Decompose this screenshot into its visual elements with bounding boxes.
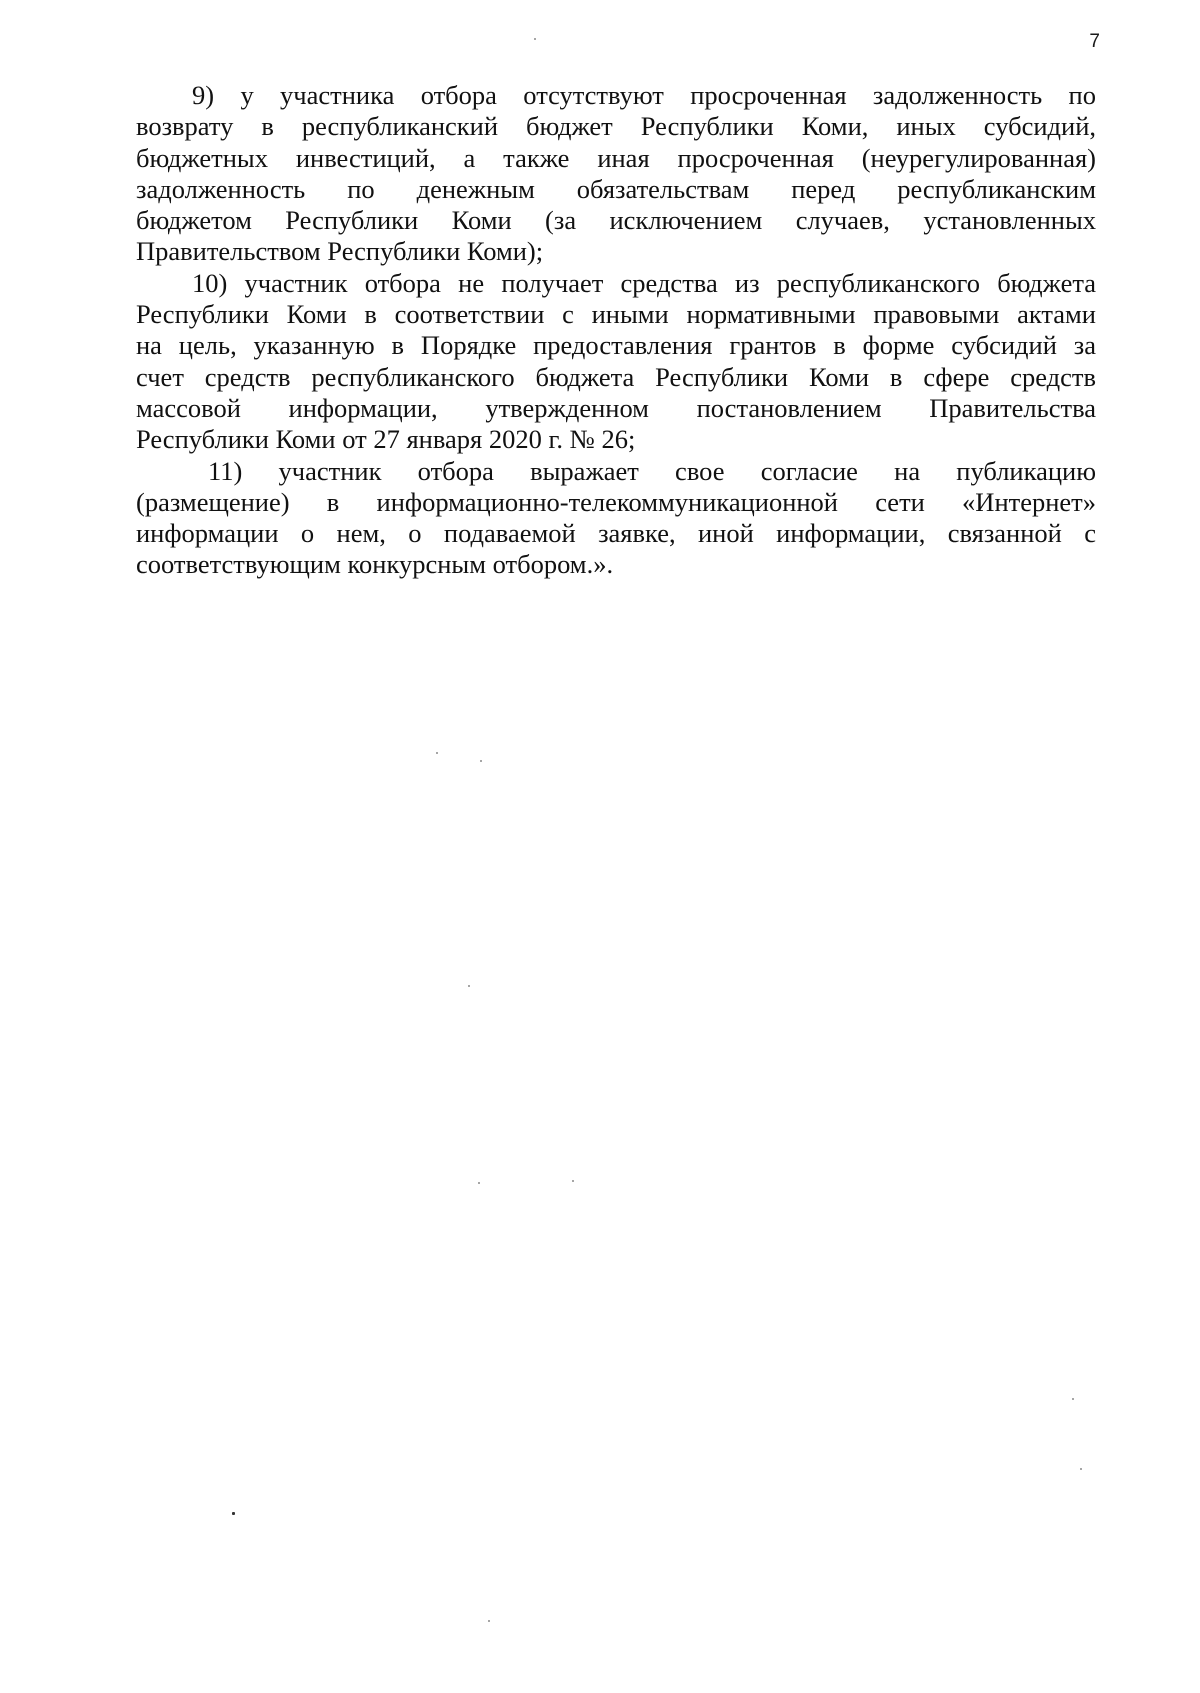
scan-speck <box>1080 1468 1082 1470</box>
page-number: 7 <box>1089 31 1100 52</box>
scan-speck <box>534 38 536 40</box>
text-line: 11) участник отбора выражает свое согласие на публикацию <box>208 455 1096 486</box>
text-line: (размещение) в информационно-телекоммуникационной сети «Интернет» <box>136 486 1096 517</box>
text-line: задолженность по денежным обязательствам перед республиканским <box>136 173 1096 204</box>
text-line: Республики Коми от 27 января 2020 г. № 26; <box>136 424 636 455</box>
text-line: бюджетом Республики Коми (за исключением случаев, установленных <box>136 205 1096 236</box>
scan-speck <box>468 985 470 987</box>
scan-speck <box>478 1182 480 1184</box>
text-line: массовой информации, утвержденном постановлением Правительства <box>136 392 1096 423</box>
scan-speck <box>436 752 438 754</box>
text-line: Правительством Республики Коми); <box>136 236 544 267</box>
text-line: Республики Коми в соответствии с иными нормативными правовыми актами <box>136 299 1096 330</box>
scan-speck <box>232 1512 235 1515</box>
text-line: 10) участник отбора не получает средства из республиканского бюджета <box>192 267 1096 298</box>
scan-speck <box>1072 1398 1074 1400</box>
paragraph-item-10 <box>136 268 1096 456</box>
scan-speck <box>572 1180 574 1182</box>
text-line: на цель, указанную в Порядке предоставления грантов в форме субсидий за <box>136 330 1096 361</box>
text-line: счет средств республиканского бюджета Республики Коми в сфере средств <box>136 361 1096 392</box>
text-line: возврату в республиканский бюджет Республики Коми, иных субсидий, <box>136 111 1096 142</box>
text-line: информации о нем, о подаваемой заявке, иной информации, связанной с <box>136 518 1096 549</box>
scan-speck <box>488 1620 490 1622</box>
text-line: бюджетных инвестиций, а также иная просроченная (неурегулированная) <box>136 142 1096 173</box>
scan-speck <box>480 760 482 762</box>
paragraph-item-9 <box>136 80 1096 268</box>
text-line: 9) у участника отбора отсутствуют просроченная задолженность по <box>192 80 1096 110</box>
paragraph-item-11 <box>136 456 1096 581</box>
document-body <box>136 80 1096 581</box>
text-line: соответствующим конкурсным отбором.». <box>136 549 614 580</box>
